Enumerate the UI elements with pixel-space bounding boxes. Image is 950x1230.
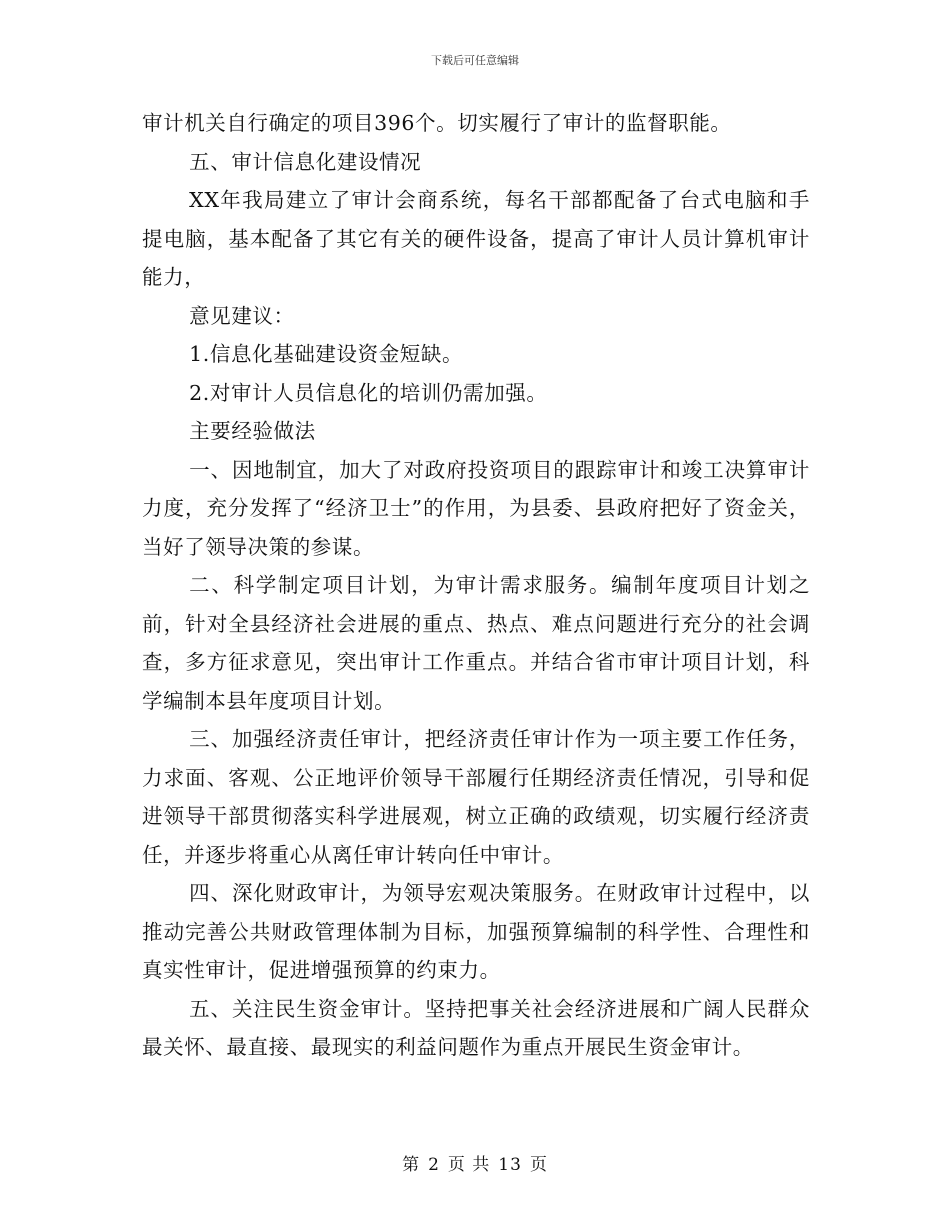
footer-total-pages: 13 xyxy=(498,1155,522,1175)
footer-suffix: 页 xyxy=(529,1155,548,1175)
experience-item-3: 三、加强经济责任审计，把经济责任审计作为一项主要工作任务，力求面、客观、公正地评价领导干部履行任期经济责任情况，引导和促进领导干部贯彻落实科学进展观，树立正确的政绩观，切实履行经济责任，并逐步将重心从离任审计转向任中审计。 xyxy=(142,727,810,867)
document-body xyxy=(142,104,810,1067)
experience-heading: 主要经验做法 xyxy=(189,419,316,443)
footer-prefix: 第 xyxy=(402,1155,421,1175)
section-heading-informatization: 五、审计信息化建设情况 xyxy=(189,149,422,174)
experience-item-2: 二、科学制定项目计划，为审计需求服务。编制年度项目计划之前，针对全县经济社会进展的重点、热点、难点问题进行充分的社会调查，多方征求意见，突出审计工作重点。并结合省市审计项目计划，科学编制本县年度项目计划。 xyxy=(142,573,810,713)
suggestion-item-1: 1.信息化基础建设资金短缺。 xyxy=(189,342,464,366)
paragraph-3: XX年我局建立了审计会商系统，每名干部都配备了台式电脑和手提电脑，基本配备了其它有关的硬件设备，提高了审计人员计算机审计能力， xyxy=(142,188,810,289)
suggestion-item-2: 2.对审计人员信息化的培训仍需加强。 xyxy=(189,380,548,405)
experience-item-4: 四、深化财政审计，为领导宏观决策服务。在财政审计过程中，以推动完善公共财政管理体制为目标，加强预算编制的科学性、合理性和真实性审计，促进增强预算的约束力。 xyxy=(142,881,810,982)
footer-page-number: 2 xyxy=(428,1155,440,1175)
experience-item-5: 五、关注民生资金审计。坚持把事关社会经济进展和广阔人民群众最关怀、最直接、最现实的利益问题作为重点开展民生资金审计。 xyxy=(142,996,810,1059)
paragraph-1: 审计机关自行确定的项目396个。切实履行了审计的监督职能。 xyxy=(142,111,732,135)
page-header: 下载后可任意编辑 xyxy=(431,54,519,67)
footer-middle: 页 共 xyxy=(447,1155,491,1175)
experience-item-1: 一、因地制宜，加大了对政府投资项目的跟踪审计和竣工决算审计力度，充分发挥了“经济卫士”的作用，为县委、县政府把好了资金关，当好了领导决策的参谋。 xyxy=(142,457,810,559)
suggestions-heading: 意见建议： xyxy=(189,303,295,328)
page-footer xyxy=(0,1150,950,1175)
